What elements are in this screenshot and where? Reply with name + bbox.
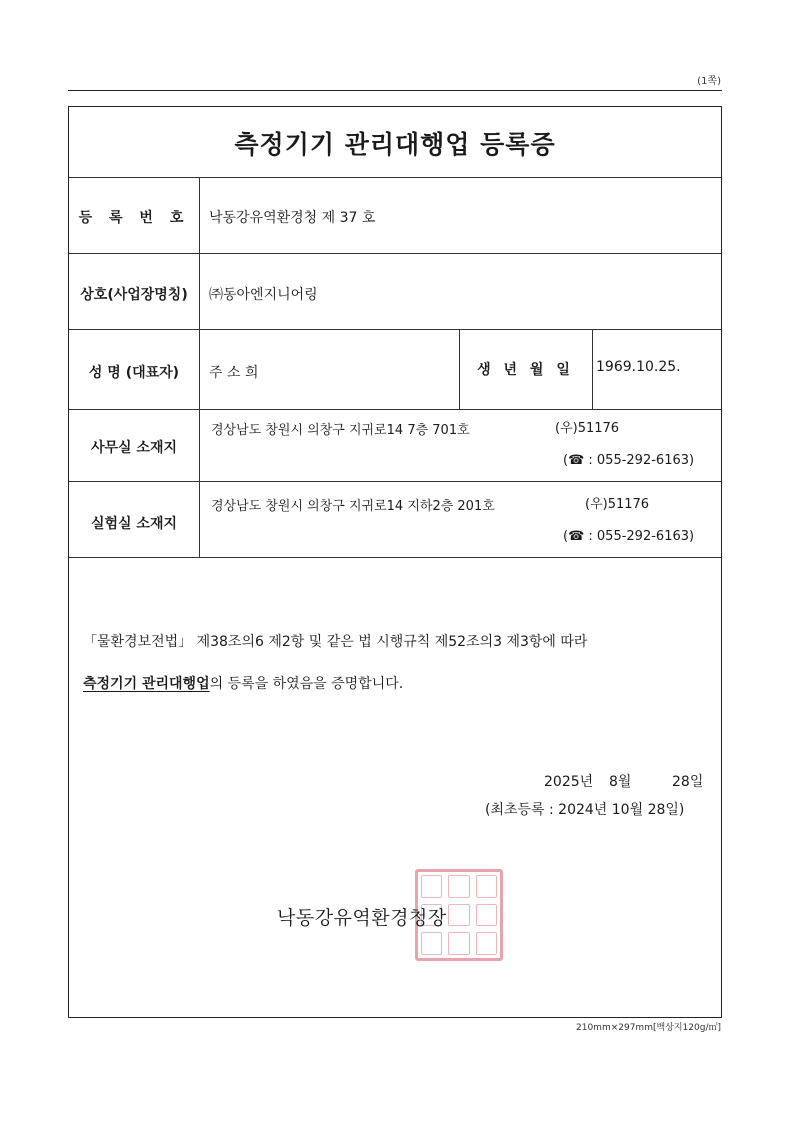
- office-label: 사무실 소재지: [90, 440, 178, 456]
- office-phone: (☎ : 055-292-6163): [563, 453, 695, 468]
- company-label: 상호(사업장명칭): [80, 287, 188, 303]
- label-column-divider: [199, 177, 200, 557]
- issue-day: 28일: [672, 774, 704, 790]
- reg-no-label: 등 록 번 호: [78, 210, 190, 226]
- body-line-1: 「물환경보전법」 제38조의6 제2항 및 같은 법 시행규칙 제52조의3 제3항에 따라: [83, 634, 588, 650]
- lab-address: 경상남도 창원시 의창구 지귀로14 지하2층 201호: [211, 499, 495, 514]
- first-registration: (최초등록 : 2024년 10월 28일): [485, 802, 685, 818]
- issue-month: 8월: [609, 774, 632, 790]
- lab-phone: (☎ : 055-292-6163): [563, 529, 695, 544]
- body-line-2: [83, 673, 403, 693]
- birth-label: 생 년 월 일: [477, 362, 574, 378]
- name-value: 주 소 희: [209, 365, 259, 381]
- business-type: 측정기기 관리대행업: [83, 676, 210, 692]
- birth-value: 1969.10.25.: [596, 359, 681, 375]
- body-line-2-rest: 의 등록을 하였음을 증명합니다.: [209, 676, 404, 692]
- divider: [69, 177, 721, 178]
- company-value: ㈜동아엔지니어링: [209, 287, 318, 303]
- divider: [69, 253, 721, 254]
- top-rule: [68, 90, 722, 91]
- lab-postal: (우)51176: [585, 497, 650, 512]
- birth-label-divider-right: [592, 329, 593, 409]
- office-postal: (우)51176: [555, 421, 620, 436]
- lab-label: 실험실 소재지: [90, 516, 178, 532]
- divider: [69, 409, 721, 410]
- divider: [69, 557, 721, 558]
- certificate-title: 측정기기 관리대행업 등록증: [234, 130, 556, 159]
- page-number: (1쪽): [697, 76, 721, 87]
- paper-spec: 210mm×297mm[백상지120g/㎡]: [576, 1023, 721, 1033]
- office-address: 경상남도 창원시 의창구 지귀로14 7층 701호: [211, 423, 470, 438]
- divider: [69, 481, 721, 482]
- issuer: 낙동강유역환경청장: [277, 907, 447, 929]
- issue-year: 2025년: [544, 774, 594, 790]
- name-label: 성 명 (대표자): [88, 365, 180, 381]
- divider: [69, 329, 721, 330]
- certificate-frame: [68, 106, 722, 1018]
- reg-no-value: 낙동강유역환경청 제 37 호: [209, 210, 376, 226]
